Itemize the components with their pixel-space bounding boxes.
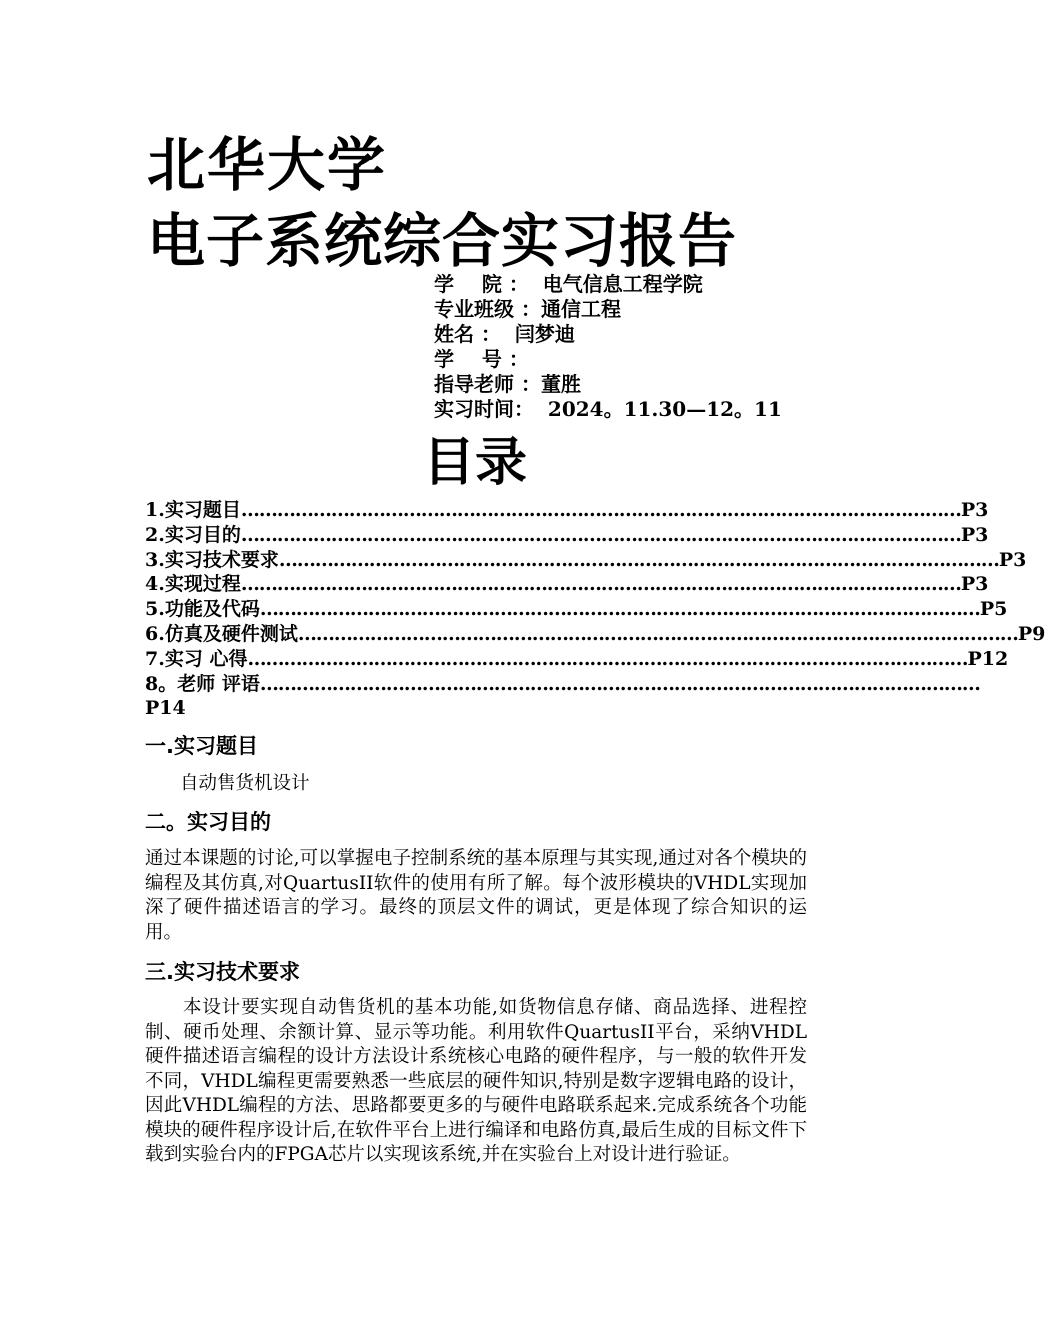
toc-item-page: P3 bbox=[960, 523, 989, 546]
toc-item-label: 实习题目 bbox=[164, 499, 241, 521]
toc-leader-dots: ………………………………………………………………………………………………………… bbox=[247, 647, 968, 670]
toc-item-label: 实习目的 bbox=[164, 523, 241, 546]
report-title: 电子系统综合实习报告 bbox=[147, 207, 738, 275]
toc-item-page: P12 bbox=[967, 647, 1009, 670]
toc-item bbox=[145, 523, 989, 548]
toc-item-label: 实习 心得 bbox=[164, 647, 248, 670]
toc-item bbox=[145, 597, 1008, 622]
toc-item-page: P3 bbox=[960, 499, 989, 521]
info-college: 学 院 ： 电气信息工程学院 bbox=[434, 272, 703, 296]
info-name: 姓名 ： 闫梦迪 bbox=[434, 322, 575, 346]
toc-item bbox=[145, 647, 1009, 672]
info-student-id: 学 号 ： bbox=[434, 347, 529, 371]
university-title: 北华大学 bbox=[147, 131, 388, 199]
toc-item-number: 4. bbox=[145, 573, 165, 596]
toc-item-label: 老师 评语 bbox=[177, 672, 260, 695]
toc-leader-dots: ………………………………………………………………………………………………………… bbox=[259, 672, 980, 695]
section-body-3: 本设计要实现自动售货机的基本功能,如货物信息存储、商品选择、进程控制、硬币处理、余额计算、显示等功能。利用软件QuartusII平台，采纳VHDL硬件描述语言编程的设计方法设计系统核心电路的硬件程序，与一般的软件开发不同，VHDL编程更需要熟悉一些底层的硬件知识,特别是数字逻辑电路的设计，因此VHDL编程的方法、思路都要更多的与硬件电路联系起来.完成系统各个功能模块的硬件程序设计后,在软件平台上进行编译和电路仿真,最后生成的目标文件下载到实验台内的FPGA芯片以实现该系统,并在实验台上对设计进行验证。 bbox=[145, 997, 807, 1165]
toc-item-number: 3. bbox=[145, 548, 165, 571]
toc-item-page: P3 bbox=[960, 573, 989, 596]
toc-item-number: 6. bbox=[145, 622, 165, 645]
info-internship-time: 实习时间： 2024。11.30—12。11 bbox=[434, 397, 782, 421]
toc-leader-dots: ………………………………………………………………………………………………………… bbox=[240, 523, 961, 546]
info-major-class: 专业班级 ：通信工程 bbox=[434, 297, 621, 321]
toc-item bbox=[145, 498, 989, 523]
toc-item-page-wrapped: P14 bbox=[145, 697, 186, 720]
section-heading-1: 一.实习题目 bbox=[145, 734, 258, 758]
section-heading-3: 三.实习技术要求 bbox=[145, 960, 300, 984]
toc-item-page: P9 bbox=[1017, 622, 1045, 645]
toc-item-number: 8。 bbox=[145, 672, 178, 695]
toc-item-number: 7. bbox=[145, 647, 165, 670]
toc-item-number: 5. bbox=[145, 598, 165, 621]
student-info-block bbox=[434, 272, 782, 422]
toc-item-page: P5 bbox=[979, 598, 1008, 621]
toc-item-number: 2. bbox=[145, 523, 165, 546]
toc-leader-dots: ………………………………………………………………………………………………………… bbox=[297, 622, 1018, 645]
info-advisor: 指导老师 ：董胜 bbox=[434, 372, 581, 396]
toc-item-label: 仿真及硬件测试 bbox=[164, 622, 298, 645]
section-body-2: 通过本课题的讨论,可以掌握电子控制系统的基本原理与其实现,通过对各个模块的编程及其仿真,对QuartusII软件的使用有所了解。每个波形模块的VHDL实现加深了硬件描述语言的学习。最终的顶层文件的调试，更是体现了综合知识的运用。 bbox=[145, 848, 807, 943]
toc-item-label: 实现过程 bbox=[164, 573, 241, 596]
toc-item-label: 功能及代码 bbox=[164, 598, 260, 621]
toc-leader-dots: ………………………………………………………………………………………………………… bbox=[240, 499, 961, 521]
table-of-contents bbox=[145, 498, 1045, 721]
toc-item bbox=[145, 672, 980, 697]
toc-item-page: P3 bbox=[998, 548, 1027, 571]
toc-leader-dots: ………………………………………………………………………………………………………… bbox=[240, 573, 961, 596]
toc-leader-dots: ………………………………………………………………………………………………………… bbox=[278, 548, 999, 571]
toc-item bbox=[145, 548, 1027, 573]
toc-title: 目录 bbox=[422, 433, 527, 493]
section-body-1: 自动售货机设计 bbox=[180, 773, 310, 794]
section-heading-2: 二。实习目的 bbox=[145, 810, 271, 834]
toc-item-label: 实习技术要求 bbox=[164, 548, 279, 571]
toc-item bbox=[145, 622, 1045, 647]
toc-item bbox=[145, 572, 989, 597]
toc-leader-dots: ………………………………………………………………………………………………………… bbox=[259, 598, 980, 621]
toc-item-number: 1. bbox=[145, 499, 165, 521]
